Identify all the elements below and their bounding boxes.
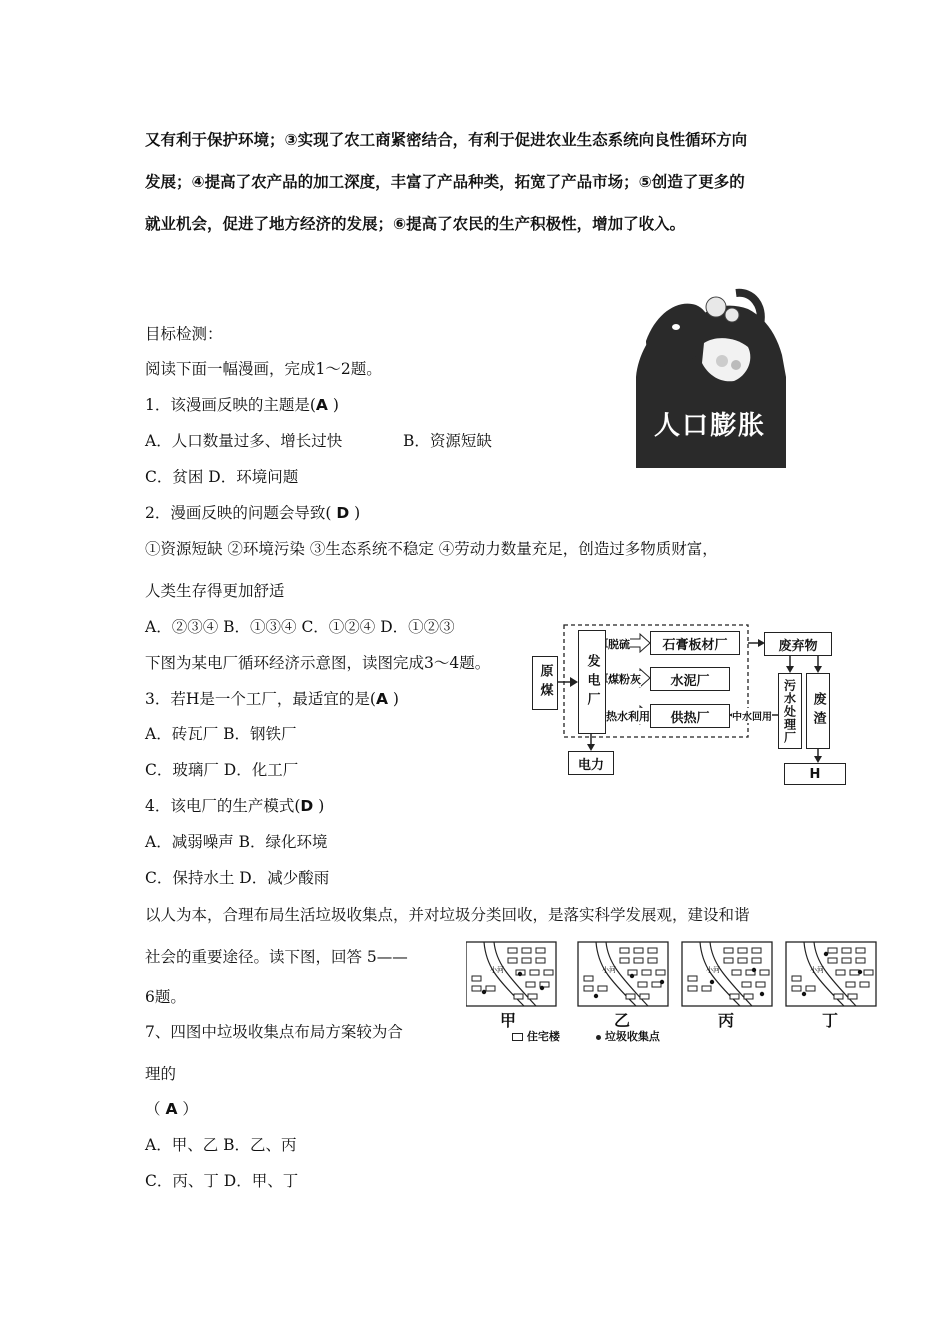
- house-marker: [688, 986, 697, 991]
- q7-paren: （ A ）: [145, 1100, 198, 1118]
- q4-option-cd: C．保持水土 D．减少酸雨: [145, 869, 330, 887]
- garbage-maps: [466, 940, 878, 1044]
- cartoon-image: [636, 285, 786, 468]
- desulfur-label: 脱硫: [608, 638, 630, 651]
- q3-stem: 3．若H是一个工厂，最适宜的是(A ): [145, 690, 399, 708]
- house-marker: [544, 970, 553, 975]
- house-marker: [846, 982, 855, 987]
- house-marker: [792, 976, 801, 981]
- collection-point: [710, 980, 714, 984]
- collection-point: [760, 992, 764, 996]
- house-marker: [486, 986, 495, 991]
- house-marker: [738, 948, 747, 953]
- house-marker: [522, 948, 531, 953]
- house-marker: [584, 986, 593, 991]
- house-marker: [634, 958, 643, 963]
- house-marker: [536, 958, 545, 963]
- house-marker: [742, 982, 751, 987]
- house-marker: [508, 958, 517, 963]
- house-marker: [640, 994, 649, 999]
- house-marker: [724, 948, 733, 953]
- collection-point: [660, 980, 664, 984]
- map-label-yi: 乙: [614, 1011, 631, 1030]
- q2-items-2: 人类生存得更加舒适: [145, 582, 285, 600]
- map-label-ding: 丁: [822, 1011, 839, 1030]
- q1-stem: 1．该漫画反映的主题是(A ): [145, 396, 339, 414]
- house-marker: [530, 970, 539, 975]
- house-marker: [472, 986, 481, 991]
- house-marker: [648, 958, 657, 963]
- map-3: [786, 942, 876, 1006]
- house-marker: [656, 970, 665, 975]
- house-marker: [828, 958, 837, 963]
- house-marker: [864, 970, 873, 975]
- house-marker: [724, 958, 733, 963]
- q4-option-ab: A．减弱噪声 B．绿化环境: [145, 833, 328, 851]
- house-marker: [850, 970, 859, 975]
- collection-point: [824, 952, 828, 956]
- house-marker: [760, 970, 769, 975]
- q7-option-ab: A．甲、乙 B．乙、丙: [145, 1136, 297, 1154]
- house-marker: [792, 986, 801, 991]
- collection-point: [802, 992, 806, 996]
- house-marker: [744, 994, 753, 999]
- collection-point: [858, 970, 862, 974]
- power-box: 电力: [568, 751, 614, 775]
- house-marker: [536, 948, 545, 953]
- collection-point-icon: [596, 1035, 601, 1040]
- collection-point: [482, 990, 486, 994]
- river-label: 小河: [706, 966, 720, 974]
- raw-coal-box: 原煤: [532, 656, 558, 710]
- house-marker: [806, 986, 815, 991]
- house-marker: [626, 994, 635, 999]
- house-marker: [638, 982, 647, 987]
- intro-line-2: 发展；④提高了农产品的加工深度，丰富了产品种类，拓宽了产品市场；⑤创造了更多的: [145, 173, 745, 191]
- house-marker: [652, 982, 661, 987]
- legend-house: 住宅楼: [512, 1028, 560, 1044]
- q2-items: ①资源短缺 ②环境污染 ③生态系统不稳定 ④劳动力数量充足，创造过多物质财富，: [145, 540, 718, 558]
- intro-line-1: 又有利于保护环境；③实现了农工商紧密结合，有利于促进农业生态系统向良性循环方向: [145, 131, 748, 149]
- heat-use-label: 热水利用: [606, 710, 650, 723]
- map-1: [578, 942, 668, 1006]
- garbage-line-1: 以人为本，合理布局生活垃圾收集点，并对垃圾分类回收，是落实科学发展观，建设和谐: [145, 906, 750, 924]
- map-0: [466, 942, 556, 1006]
- q7-option-cd: C．丙、丁 D．甲、丁: [145, 1172, 299, 1190]
- house-marker: [584, 976, 593, 981]
- garbage-line-2: 社会的重要途径。读下图，回答 5——: [145, 948, 408, 966]
- house-marker: [752, 958, 761, 963]
- collection-point: [594, 994, 598, 998]
- house-marker: [702, 986, 711, 991]
- house-marker: [856, 958, 865, 963]
- power-plant-diagram: [528, 622, 848, 788]
- h-box: H: [784, 763, 846, 785]
- cartoon-instruction: 阅读下面一幅漫画，完成1～2题。: [145, 360, 382, 378]
- flow-instruction: 下图为某电厂循环经济示意图，读图完成3～4题。: [145, 654, 491, 672]
- q1-option-cd: C．贫困 D．环境问题: [145, 468, 299, 486]
- house-marker: [522, 958, 531, 963]
- house-marker: [688, 976, 697, 981]
- collection-point: [752, 968, 756, 972]
- house-marker: [508, 948, 517, 953]
- house-marker: [634, 948, 643, 953]
- collection-point: [630, 974, 634, 978]
- q7-answer: A: [165, 1100, 178, 1118]
- legend-point: 垃圾收集点: [596, 1028, 660, 1044]
- q1-answer: A: [315, 396, 328, 414]
- house-marker: [526, 982, 535, 987]
- water-reuse-label: 中水回用: [732, 708, 772, 723]
- house-marker: [620, 958, 629, 963]
- house-marker: [836, 970, 845, 975]
- house-marker: [648, 948, 657, 953]
- house-marker: [528, 994, 537, 999]
- power-plant-box: 发电厂: [578, 630, 606, 734]
- q1-option-b: B．资源短缺: [403, 432, 492, 450]
- house-marker: [738, 958, 747, 963]
- sewage-plant-box: 污水处理厂: [778, 673, 802, 749]
- house-marker: [834, 994, 843, 999]
- gypsum-factory-box: 石膏板材厂: [650, 631, 740, 655]
- map-label-bing: 丙: [718, 1011, 735, 1030]
- map-2: [682, 942, 772, 1006]
- map-label-jia: 甲: [500, 1011, 517, 1030]
- house-marker: [856, 948, 865, 953]
- q2-options: A．②③④ B．①③④ C．①②④ D．①②③: [145, 618, 455, 636]
- collection-point: [540, 986, 544, 990]
- q3-option-cd: C．玻璃厂 D．化工厂: [145, 761, 299, 779]
- house-marker: [752, 948, 761, 953]
- house-marker: [732, 970, 741, 975]
- house-marker: [472, 976, 481, 981]
- q3-answer: A: [375, 690, 388, 708]
- house-marker: [842, 948, 851, 953]
- house-marker: [860, 982, 869, 987]
- section-title: 目标检测：: [145, 325, 223, 343]
- heating-factory-box: 供热厂: [650, 704, 730, 728]
- q4-answer: D: [300, 797, 314, 815]
- house-marker: [842, 958, 851, 963]
- house-marker: [598, 986, 607, 991]
- house-marker: [730, 994, 739, 999]
- house-marker: [756, 982, 765, 987]
- q2-answer: D: [336, 504, 350, 522]
- q1-option-a: A．人口数量过多、增长过快: [145, 432, 343, 450]
- house-marker: [848, 994, 857, 999]
- waste-box: 废弃物: [764, 632, 832, 656]
- q4-stem: 4．该电厂的生产模式(D ): [145, 797, 325, 815]
- river-label: 小河: [490, 966, 504, 974]
- garbage-line-3: 6题。: [145, 988, 186, 1006]
- collection-point: [518, 972, 522, 976]
- house-icon: [512, 1033, 523, 1041]
- house-marker: [514, 994, 523, 999]
- q7-stem-2: 理的: [145, 1065, 177, 1083]
- house-marker: [620, 948, 629, 953]
- q7-stem-1: 7、四图中垃圾收集点布局方案较为合: [145, 1023, 403, 1041]
- slag-box: 废渣: [806, 673, 830, 749]
- cartoon-caption: 人口膨胀: [654, 411, 767, 441]
- q3-option-ab: A．砖瓦厂 B．钢铁厂: [145, 725, 297, 743]
- cement-factory-box: 水泥厂: [650, 667, 730, 691]
- fly-ash-label: 煤粉灰: [608, 673, 641, 686]
- river-label: 小河: [602, 966, 616, 974]
- intro-line-3: 就业机会，促进了地方经济的发展；⑥提高了农民的生产积极性，增加了收入。: [145, 215, 686, 233]
- river-label: 小河: [810, 966, 824, 974]
- house-marker: [828, 948, 837, 953]
- q2-stem: 2．漫画反映的问题会导致( D ): [145, 504, 361, 522]
- house-marker: [642, 970, 651, 975]
